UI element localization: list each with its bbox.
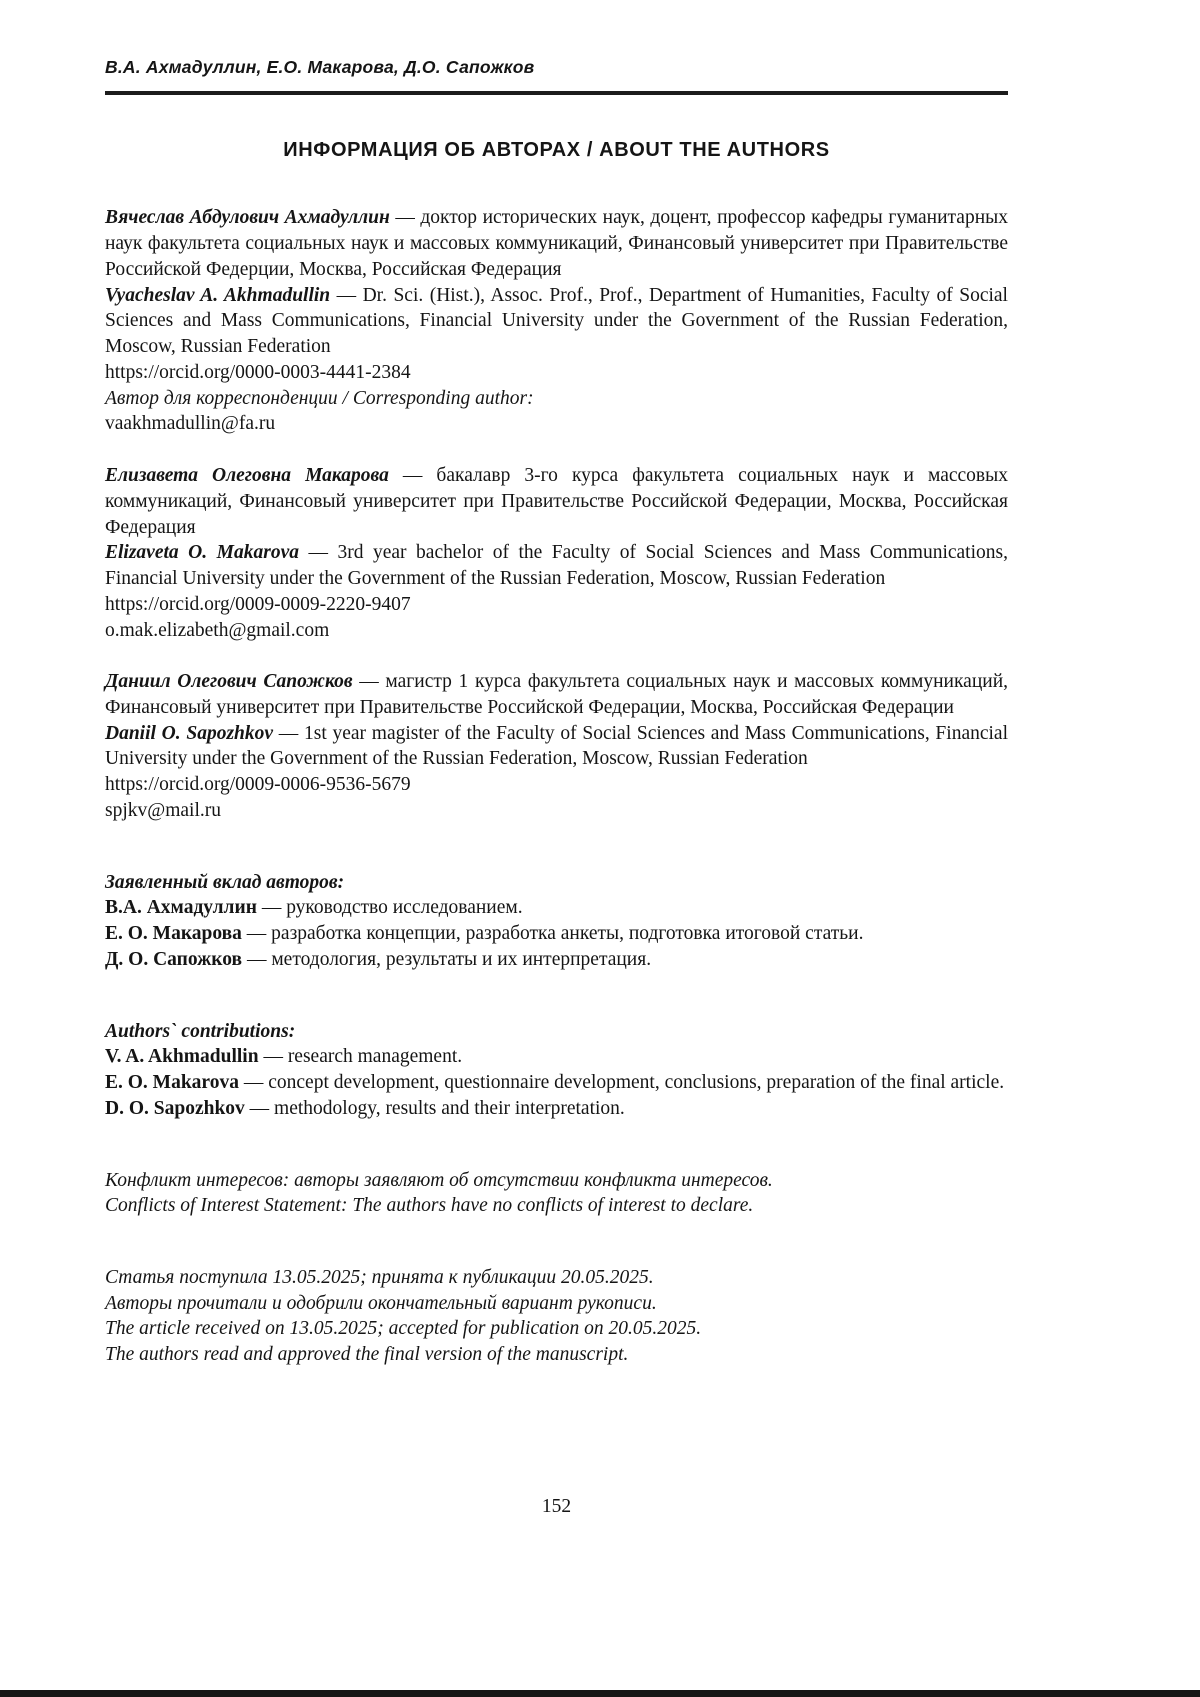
contribution-en-author-1: V. A. Akhmadullin (105, 1046, 259, 1068)
contribution-ru-item-1 (105, 895, 1008, 921)
author-block-2 (105, 463, 1008, 643)
contribution-ru-author-1: В.А. Ахмадуллин (105, 897, 257, 919)
contribution-ru-item-3 (105, 947, 1008, 973)
author-2-ru-name: Елизавета Олеговна Макарова (105, 465, 389, 487)
author-3-orcid-link[interactable]: https://orcid.org/0009-0006-9536-5679 (105, 774, 411, 796)
author-block-1 (105, 205, 1008, 437)
contribution-ru-item-2 (105, 921, 1008, 947)
author-2-en-bio-text: — 3rd year bachelor of the Faculty of Social Sciences and Mass Communications, Financial University under the Government of the Russian Federation, Moscow, Russian Federation (105, 542, 1008, 590)
author-2-en-bio (105, 540, 1008, 591)
scan-bottom-edge (0, 1690, 1200, 1697)
author-2-email-link[interactable]: o.mak.elizabeth@gmail.com (105, 619, 330, 641)
author-3-email-row (105, 798, 1008, 824)
author-2-orcid-link[interactable]: https://orcid.org/0009-0009-2220-9407 (105, 593, 411, 615)
page-header (105, 56, 1008, 95)
author-1-corresponding-label: Автор для корреспонденции / Corresponding author: (105, 387, 534, 409)
author-2-orcid-row (105, 592, 1008, 618)
author-3-email-link[interactable]: spjkv@mail.ru (105, 799, 221, 821)
dates-ru-approved: Авторы прочитали и одобрили окончательный вариант рукописи. (105, 1292, 657, 1314)
author-3-ru-bio (105, 669, 1008, 720)
author-3-ru-bio-text: — магистр 1 курса факультета социальных наук и массовых коммуникаций, Финансовый университет при Правительстве Российской Федерации, Москва, Российская Федерации (105, 671, 1009, 718)
author-block-3 (105, 669, 1008, 823)
author-1-ru-bio (105, 205, 1008, 282)
author-3-ru-name: Даниил Олегович Сапожков (105, 671, 353, 693)
contribution-en-author-2: E. O. Makarova (105, 1072, 239, 1094)
author-1-ru-bio-text: — доктор исторических наук, доцент, профессор кафедры гуманитарных наук факультета социальных наук и массовых коммуникаций, Финансовый университет при Правительстве Российской Федерции, Москва, Российская Федерация (105, 207, 1009, 280)
conflict-ru: Конфликт интересов: авторы заявляют об отсутствии конфликта интересов. (105, 1169, 773, 1191)
author-1-orcid-row (105, 360, 1008, 386)
contributions-en-heading: Authors` contributions: (105, 1020, 296, 1042)
contribution-en-text-1: — research management. (258, 1046, 463, 1068)
page-number: 152 (541, 1496, 572, 1517)
author-1-ru-name: Вячеслав Абдулович Ахмадуллин (105, 207, 390, 229)
author-1-orcid-link[interactable]: https://orcid.org/0000-0003-4441-2384 (105, 361, 411, 383)
contribution-en-item-1 (105, 1044, 1008, 1070)
author-2-ru-bio (105, 463, 1008, 540)
article-dates (105, 1265, 1008, 1368)
author-1-email-row (105, 411, 1008, 437)
author-1-en-name: Vyacheslav A. Akhmadullin (105, 284, 331, 306)
contributions-ru (105, 870, 1008, 973)
author-3-en-name: Daniil O. Sapozhkov (105, 722, 274, 744)
dates-ru-received: Статья поступила 13.05.2025; принята к публикации 20.05.2025. (105, 1266, 654, 1288)
author-1-en-bio-text: — Dr. Sci. (Hist.), Assoc. Prof., Prof., Department of Humanities, Faculty of Social Sciences and Mass Communications, Financial University under the Government of the Russian Federation, Moscow, Russian Federation (105, 284, 1008, 358)
conflict-en: Conflicts of Interest Statement: The authors have no conflicts of interest to declare. (105, 1195, 754, 1217)
conflict-of-interest (105, 1168, 1008, 1219)
author-2-email-row (105, 618, 1008, 644)
contribution-ru-author-3: Д. О. Сапожков (105, 948, 243, 970)
contributions-en (105, 1019, 1008, 1122)
author-2-ru-bio-text: — бакалавр 3-го курса факультета социальных наук и массовых коммуникаций, Финансовый университет при Правительстве Российской Федерации, Москва, Российская Федерация (105, 465, 1008, 538)
contribution-en-text-3: — methodology, results and their interpretation. (244, 1097, 625, 1119)
author-3-en-bio-text: — 1st year magister of the Faculty of Social Sciences and Mass Communications, Financial University under the Government of the Russian Federation, Moscow, Russian Federation (105, 722, 1008, 770)
running-head: В.А. Ахмадуллин, Е.О. Макарова, Д.О. Сапожков (105, 57, 535, 77)
contribution-ru-text-2: — разработка концепции, разработка анкеты, подготовка итоговой статьи. (241, 923, 864, 945)
author-1-en-bio (105, 283, 1008, 360)
contributions-ru-heading: Заявленный вклад авторов: (105, 871, 345, 893)
page-title: ИНФОРМАЦИЯ ОБ АВТОРАХ / ABOUT THE AUTHORS (283, 139, 830, 162)
author-3-en-bio (105, 721, 1008, 772)
dates-en-approved: The authors read and approved the final version of the manuscript. (105, 1344, 629, 1366)
header-rule (105, 91, 1008, 95)
contribution-en-text-2: — concept development, questionnaire development, conclusions, preparation of the final article. (238, 1072, 1005, 1094)
dates-en-received: The article received on 13.05.2025; accepted for publication on 20.05.2025. (105, 1318, 702, 1340)
contribution-ru-text-3: — методология, результаты и их интерпретация. (242, 948, 652, 970)
contribution-en-item-2 (105, 1070, 1008, 1096)
author-1-email-link[interactable]: vaakhmadullin@fa.ru (105, 413, 276, 435)
contribution-ru-author-2: Е. О. Макарова (105, 923, 242, 945)
contribution-en-author-3: D. O. Sapozhkov (105, 1097, 245, 1119)
contribution-ru-text-1: — руководство исследованием. (256, 897, 523, 919)
contribution-en-item-3 (105, 1096, 1008, 1122)
author-2-en-name: Elizaveta O. Makarova (105, 542, 299, 564)
author-3-orcid-row (105, 772, 1008, 798)
